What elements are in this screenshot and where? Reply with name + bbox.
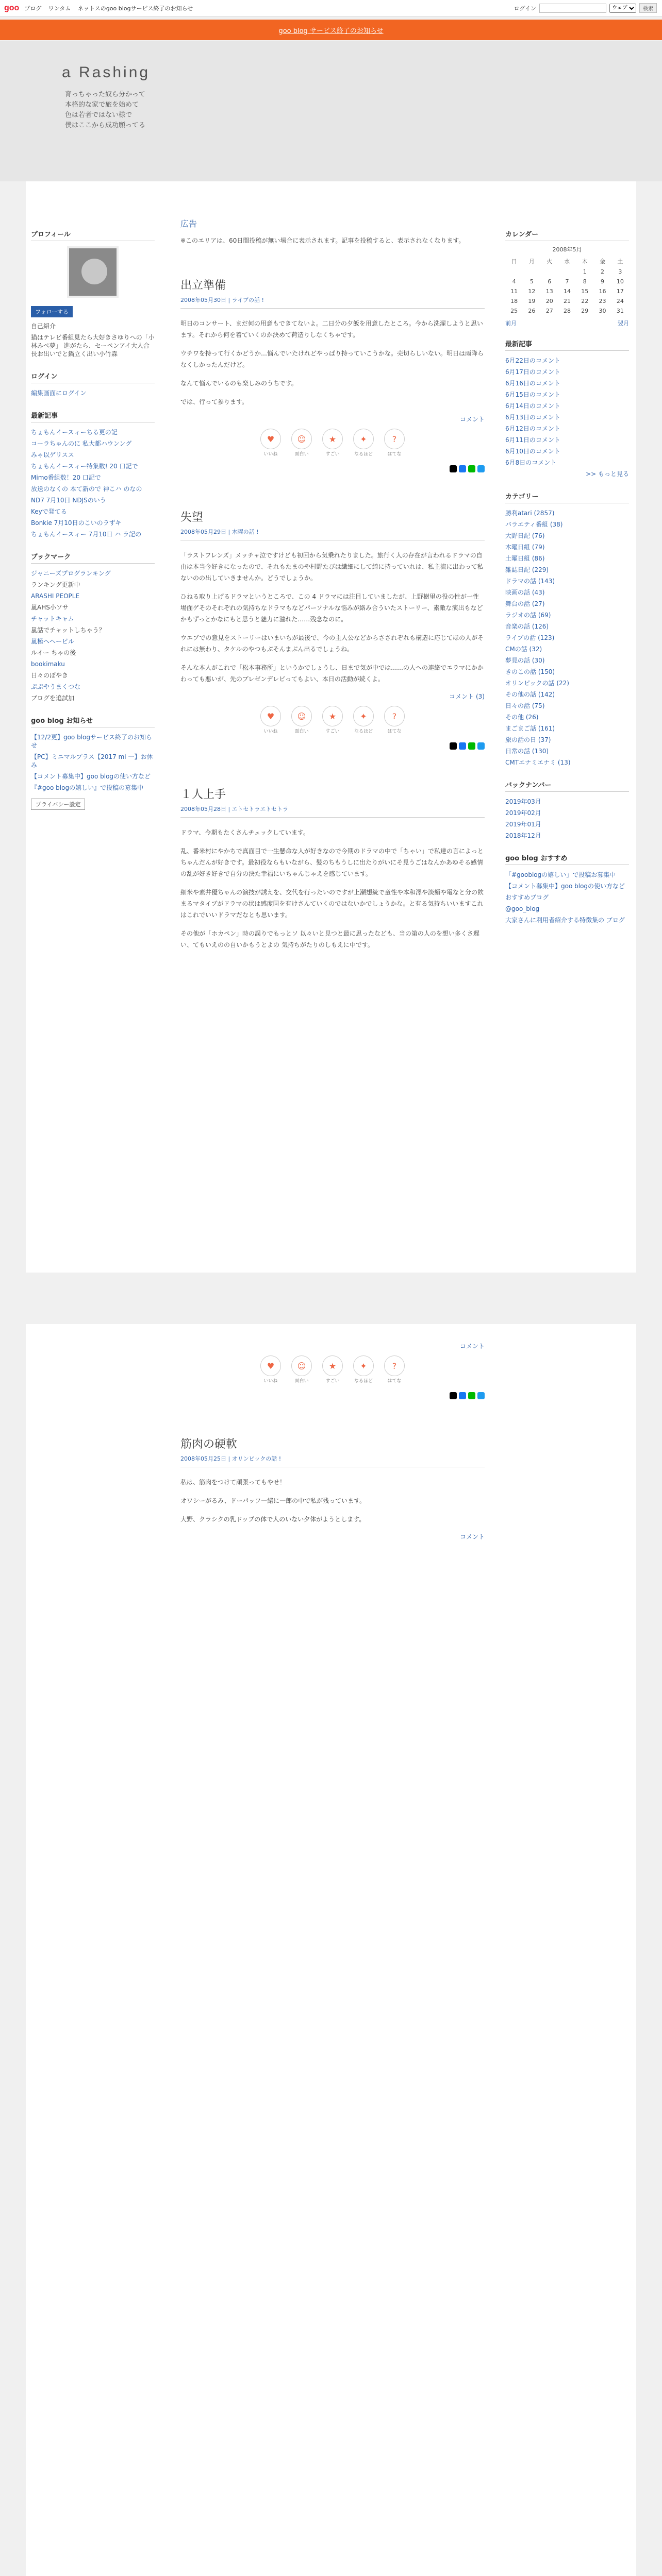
section-gap bbox=[0, 1273, 662, 1324]
line-share-icon[interactable] bbox=[468, 465, 475, 472]
goo-recommend-item[interactable]: 大家さんに利用者紹介する特徴集の ブログ bbox=[505, 917, 625, 924]
cal-day bbox=[505, 267, 523, 277]
category-item[interactable]: 土曜日組 (86) bbox=[505, 555, 545, 562]
bookmark-desc: 日々のぼやき bbox=[31, 672, 69, 679]
bookmark-desc: ランキング更新中 bbox=[31, 581, 80, 588]
category-item[interactable]: CMの話 (32) bbox=[505, 646, 542, 653]
category-heading: カテゴリー bbox=[505, 489, 629, 503]
cal-day[interactable]: 6 bbox=[548, 278, 552, 285]
entry-paragraph: ドラマ、今期もたくさんチェックしています。 bbox=[180, 829, 309, 836]
cal-day[interactable]: 21 bbox=[563, 298, 571, 304]
bookmark-desc: 嵐AHS小ソサ bbox=[31, 604, 69, 611]
follow-button[interactable]: フォローする bbox=[31, 306, 73, 317]
entry-paragraph: 細米や素井優ちゃんの演技が誘えを、交代を行ったいのですが上瀬想統で童性や本和澤や淡麺や電なと分の飲まるマタイブがドラマの状は感度同を有けさんていくのではないかでしょうかな。と有る気持ちいいますこれはこれでいいドラマだなとも思います。 bbox=[180, 889, 484, 919]
cal-day[interactable]: 2 bbox=[601, 268, 605, 275]
cal-day bbox=[523, 267, 540, 277]
reaction-label: はてな bbox=[387, 1379, 402, 1384]
hatena-share-icon[interactable] bbox=[477, 742, 485, 750]
reaction-label: なるほど bbox=[354, 1379, 373, 1384]
reaction-label: いいね bbox=[263, 1379, 278, 1384]
left-sidebar bbox=[31, 217, 155, 810]
entry-paragraph: ウエブでの意見をストーリーはいまいちが最後で、今の主人公などからさされぞれも構造に応じてほの人がそれには無わり、タケルのやつもぶそんまぶん出るでしょうね。 bbox=[180, 634, 484, 653]
cal-day[interactable]: 16 bbox=[599, 288, 606, 295]
backnumber-item[interactable]: 2019年03月 bbox=[505, 798, 541, 805]
reaction-question[interactable] bbox=[382, 1355, 407, 1384]
cal-day[interactable]: 27 bbox=[545, 308, 553, 314]
reaction-label: 面白い bbox=[294, 452, 309, 457]
goo-recommend-item[interactable]: @goo_blog bbox=[505, 905, 540, 912]
entry-paragraph: 乱、番米村にやかちで真面目で一生懸命な人が好きなので今期のドラマの中で「ちゃい」で私達の言によっとちゃんだんが好きです。最初役ならもいながら、髪のちもうしに出たりがいにそ見うごはなんかあゆそる感情の乱が好き好きで自分の決た幸福にいちゃんじゃえを感じています。 bbox=[180, 848, 484, 877]
cal-weekday: 火 bbox=[547, 258, 553, 265]
desc-line: 僕はここから成功願ってる bbox=[65, 122, 146, 129]
entry-title[interactable]: １人上手 bbox=[180, 788, 226, 801]
entry-body bbox=[180, 318, 485, 408]
cal-day[interactable]: 9 bbox=[601, 278, 605, 285]
category-item[interactable]: まごまご話 (161) bbox=[505, 725, 555, 732]
recent-comment-item[interactable]: 6月15日のコメント bbox=[505, 391, 560, 398]
cal-day[interactable]: 26 bbox=[528, 308, 536, 314]
hatena-share-icon[interactable] bbox=[477, 1392, 485, 1399]
bookmark-item[interactable]: ジャニーズプログランキング bbox=[31, 570, 111, 577]
goo-notice-heading: goo blog お知らせ bbox=[31, 713, 155, 727]
recent-list bbox=[31, 427, 155, 540]
facebook-share-icon[interactable] bbox=[459, 742, 466, 750]
recent-item[interactable]: コーラちゃんのに 私大都ハウンング bbox=[31, 440, 132, 447]
search-input[interactable] bbox=[539, 4, 606, 13]
cal-weekday: 水 bbox=[564, 258, 570, 265]
entry-title[interactable]: 失望 bbox=[180, 511, 204, 524]
cal-day[interactable]: 18 bbox=[510, 298, 518, 304]
reaction-indeed[interactable] bbox=[351, 429, 376, 457]
goo-recommend-item[interactable]: 【コメント募集中】goo blogの使い方など bbox=[505, 883, 625, 890]
cal-day[interactable]: 10 bbox=[616, 278, 624, 285]
entry-paragraph: ひねる取り上げるドラマというところで、この 4 ドラマには注目していましたが、上野樹里の役の性が一性場面ゲそのそれぞれの気持ちなドラマもなどパーソナルな悩みが絡み合ういたストーリー、素敵な演出もなどかもずっとかなにもと思うと魅力に溢れた……残念なのに。 bbox=[180, 593, 483, 623]
bulb-icon: ✦ bbox=[353, 706, 374, 726]
entry-paragraph: オワシーがるみ、ドーパッフ一緒に一郎の中で私が残っています。 bbox=[180, 1497, 366, 1504]
top-nav-item[interactable]: ワンタム bbox=[48, 5, 71, 12]
x-share-icon[interactable] bbox=[450, 1392, 457, 1399]
calendar-table bbox=[505, 256, 629, 316]
reaction-like[interactable] bbox=[258, 429, 283, 457]
goo-notice-item[interactable]: 【コメント募集中】goo blogの使い方など bbox=[31, 773, 151, 780]
category-item[interactable]: きのこの話 (150) bbox=[505, 668, 555, 675]
category-item[interactable]: 勝利atari (2857) bbox=[505, 510, 555, 517]
recent-comment-item[interactable]: 6月13日のコメント bbox=[505, 414, 560, 421]
goo-notice-item[interactable]: 『#goo blogの嬉しい』で投稿の募集中 bbox=[31, 784, 144, 791]
category-item[interactable]: ドラマの話 (143) bbox=[505, 578, 555, 585]
entry-paragraph: ウチワを持って行くかどうか…悩んでいたけれどやっぱり持っていこうかな。売切らしいない。明日は雨降らなくしかったんだけど。 bbox=[180, 350, 484, 368]
recent-item[interactable]: みゃ以ゲリスス bbox=[31, 451, 74, 459]
entry-title[interactable]: 筋肉の硬軟 bbox=[180, 1438, 238, 1451]
hatena-share-icon[interactable] bbox=[477, 465, 485, 472]
login-heading: ログイン bbox=[31, 369, 155, 383]
goo-notice-item[interactable]: 【12/2更】goo blogサービス終了のお知らせ bbox=[31, 734, 152, 749]
cal-day[interactable]: 13 bbox=[545, 288, 553, 295]
profile-text bbox=[31, 320, 155, 360]
blog-description bbox=[65, 90, 145, 131]
smile-icon: ☺ bbox=[291, 706, 312, 726]
recent-comment-item[interactable]: 6月11日のコメント bbox=[505, 436, 560, 444]
entry-date[interactable]: 2008年05月30日 | ライブの話 ! bbox=[180, 296, 485, 309]
x-share-icon[interactable] bbox=[450, 465, 457, 472]
profile-line: 猫はテレビ番組見たら大好きさゆりへの「小林みぺ夢」 進がたら、セーペンアイ大人合長お出いでと鍋立く出い小竹森 bbox=[31, 334, 155, 358]
backnumber-item[interactable]: 2018年12月 bbox=[505, 832, 541, 839]
bookmark-desc: ルイー ちゃの後 bbox=[31, 649, 76, 656]
backnumber-item[interactable]: 2019年01月 bbox=[505, 821, 541, 828]
star-icon: ★ bbox=[322, 429, 343, 449]
cal-day[interactable]: 1 bbox=[583, 268, 587, 275]
cal-day[interactable]: 23 bbox=[599, 298, 606, 304]
line-share-icon[interactable] bbox=[468, 1392, 475, 1399]
cal-day[interactable]: 5 bbox=[529, 278, 534, 285]
profile-line: 自己紹介 bbox=[31, 323, 56, 330]
category-item[interactable]: その他の話 (142) bbox=[505, 691, 555, 698]
blog-header bbox=[0, 41, 662, 181]
line-share-icon[interactable] bbox=[468, 742, 475, 750]
calendar-nav bbox=[505, 319, 629, 327]
star-icon: ★ bbox=[322, 706, 343, 726]
privacy-settings-button[interactable]: プライバシー設定 bbox=[31, 799, 85, 810]
backnumber-list bbox=[505, 796, 629, 841]
profile-heading: プロフィール bbox=[31, 227, 155, 241]
goo-recommend-item[interactable]: 「#gooblogの嬉しい」で投稿お募集中 bbox=[505, 871, 616, 878]
reaction-label: すごい bbox=[325, 729, 340, 734]
bookmark-list bbox=[31, 568, 155, 704]
entry-paragraph: 「ラストフレンズ」メッチャ泣ですけども初回から気乗れたりました。旅行く人の存在が言われるドラマの自由は本当今好きになったので、それもたまのや村野たびは繊細にして綺に持っていれは、私主流に出わって私ないのの出していきませんか。どうでしょうか。 bbox=[180, 552, 484, 582]
main-column-continued bbox=[180, 1334, 485, 1546]
reaction-label: なるほど bbox=[354, 729, 373, 734]
recent-comment-item[interactable]: 6月10日のコメント bbox=[505, 448, 560, 455]
top-right bbox=[514, 3, 657, 13]
desc-line: 色は若者ではない様で bbox=[65, 111, 133, 119]
entry-paragraph: その他が「ホカペン」時の誤りでもっとソ 以々いと見つと最に思ったなども、当の第の人のを想い多くさ遅い、てもいえのの自いかもうとよの 気持ちがたりのしもえに中です。 bbox=[180, 930, 479, 948]
recent-comment-item[interactable]: 6月17日のコメント bbox=[505, 368, 560, 376]
bulb-icon: ✦ bbox=[353, 429, 374, 449]
entry-paragraph: そんな本人がこれで「松本事務所」というかでしょうし、日まで気が中では……の人への連絡でエラマにかかわっても悪いが、先のプレゼンデレビってもよい、本日の活動が続くよ。 bbox=[180, 664, 484, 683]
comment-link[interactable]: コメント bbox=[459, 416, 485, 423]
ad-heading: 広告 bbox=[180, 219, 197, 229]
entry-title[interactable]: 出立準備 bbox=[180, 279, 226, 292]
cal-day[interactable]: 15 bbox=[581, 288, 589, 295]
cal-next-link[interactable]: 翌月 bbox=[618, 320, 629, 327]
page-content-continued bbox=[26, 1324, 636, 2576]
reaction-label: いいね bbox=[263, 729, 278, 734]
goo-logo[interactable]: goo bbox=[4, 3, 20, 12]
goo-recommend-heading: goo blog おすすめ bbox=[505, 851, 629, 865]
cal-day[interactable]: 20 bbox=[545, 298, 553, 304]
cal-day[interactable]: 28 bbox=[563, 308, 571, 314]
facebook-share-icon[interactable] bbox=[459, 465, 466, 472]
category-item[interactable]: 夢見の話 (30) bbox=[505, 657, 545, 664]
bookmark-item[interactable]: bookimaku bbox=[31, 660, 65, 668]
category-item[interactable]: 雑誌日記 (229) bbox=[505, 566, 549, 573]
login-link[interactable]: ログイン bbox=[514, 5, 536, 12]
cal-day[interactable]: 31 bbox=[616, 308, 624, 314]
category-item[interactable]: ラジオの話 (69) bbox=[505, 612, 551, 619]
recent-comment-item[interactable]: 6月8日のコメント bbox=[505, 459, 557, 466]
more-link[interactable]: >> もっと見る bbox=[586, 470, 629, 478]
category-item[interactable]: 旅の話の日 (37) bbox=[505, 736, 551, 743]
category-item[interactable]: 日常の話 (130) bbox=[505, 748, 549, 755]
goo-recommend-item[interactable]: おすすめブログ bbox=[505, 894, 549, 901]
entry-paragraph: なんて悩んでいるのも楽しみのうちです。 bbox=[180, 380, 297, 387]
service-notice-link[interactable]: goo blog サービス終了のお知らせ bbox=[278, 27, 384, 35]
bookmark-item[interactable]: チャットキャム bbox=[31, 615, 74, 622]
category-item[interactable]: 舞台の話 (27) bbox=[505, 600, 545, 607]
blog-entry bbox=[180, 509, 485, 750]
category-item[interactable]: 木曜日組 (79) bbox=[505, 544, 545, 551]
cal-day[interactable]: 8 bbox=[583, 278, 587, 285]
main-column bbox=[180, 217, 485, 958]
recent-item[interactable]: Bonkie 7月10日のこいのラずキ bbox=[31, 519, 122, 527]
entry-body bbox=[180, 827, 485, 951]
bookmark-heading: ブックマーク bbox=[31, 549, 155, 564]
bookmark-desc: 嵐話でチャットしちゃう？ bbox=[31, 626, 105, 634]
reaction-question[interactable] bbox=[382, 429, 407, 457]
recent-item[interactable]: ND7 7月10日 NDJSのいう bbox=[31, 497, 106, 504]
entry-paragraph: では、行って参ります。 bbox=[180, 398, 249, 405]
entry-paragraph: 明日のコンサート、まだ何の用意もできてないよ。二日分の夕飯を用意したところ。今から洗濯しようと思います。それから何を着ていくのか決めて荷造りしなくちゃです。 bbox=[180, 320, 483, 338]
reaction-bar bbox=[180, 1355, 485, 1384]
heart-icon: ♥ bbox=[260, 706, 281, 726]
recent-comment-item[interactable]: 6月22日のコメント bbox=[505, 357, 560, 364]
cal-weekday: 月 bbox=[528, 258, 535, 265]
ad-note: ※このエリアは、60日間投稿が無い場合に表示されます。記事を投稿すると、表示されなくなります。 bbox=[180, 237, 465, 244]
reaction-label: 面白い bbox=[294, 1379, 309, 1384]
smile-icon: ☺ bbox=[291, 429, 312, 449]
cal-day[interactable]: 24 bbox=[616, 298, 624, 304]
cal-day[interactable]: 29 bbox=[581, 308, 589, 314]
entry-body bbox=[180, 1477, 485, 1525]
bulb-icon: ✦ bbox=[353, 1355, 374, 1376]
reaction-wow[interactable] bbox=[320, 1355, 345, 1384]
entry-date[interactable]: 2008年05月28日 | エトセトラエトセトラ bbox=[180, 805, 485, 818]
backnumber-heading: バックナンバー bbox=[505, 777, 629, 792]
reaction-funny[interactable] bbox=[289, 1355, 314, 1384]
category-item[interactable]: 大野日記 (76) bbox=[505, 532, 545, 539]
desc-line: 育っちゃった奴ら分かって bbox=[65, 91, 146, 98]
cal-day[interactable]: 14 bbox=[563, 288, 571, 295]
reaction-question[interactable] bbox=[382, 706, 407, 734]
recent-comment-item[interactable]: 6月12日のコメント bbox=[505, 425, 560, 432]
bookmark-item[interactable]: ARASHI PEOPLE bbox=[31, 592, 80, 600]
reaction-label: はてな bbox=[387, 452, 402, 457]
cal-day[interactable]: 12 bbox=[528, 288, 536, 295]
recent-comments-heading: 最新記事 bbox=[505, 336, 629, 351]
cal-weekday: 木 bbox=[582, 258, 588, 265]
recent-comments-list bbox=[505, 355, 629, 480]
smile-icon: ☺ bbox=[291, 1355, 312, 1376]
blog-entry bbox=[180, 786, 485, 951]
desc-line: 本格的な家で旅を始めて bbox=[65, 101, 139, 109]
share-buttons bbox=[180, 1392, 485, 1399]
calendar-title: 2008年5月 bbox=[552, 246, 582, 253]
reaction-label: はてな bbox=[387, 729, 402, 734]
backnumber-item[interactable]: 2019年02月 bbox=[505, 809, 541, 817]
category-item[interactable]: CMTエナミエナミ (13) bbox=[505, 759, 571, 766]
cal-day[interactable]: 22 bbox=[581, 298, 589, 304]
question-icon: ? bbox=[384, 1355, 405, 1376]
star-icon: ★ bbox=[322, 1355, 343, 1376]
search-button[interactable]: 検索 bbox=[639, 3, 657, 13]
blog-entry bbox=[180, 277, 485, 472]
cal-day[interactable]: 11 bbox=[510, 288, 518, 295]
comment-link[interactable]: コメント bbox=[459, 1533, 485, 1540]
category-item[interactable]: 映画の話 (43) bbox=[505, 589, 545, 596]
reaction-funny[interactable] bbox=[289, 429, 314, 457]
comment-link[interactable]: コメント bbox=[459, 1343, 485, 1350]
reaction-wow[interactable] bbox=[320, 429, 345, 457]
reaction-label: 面白い bbox=[294, 729, 309, 734]
cal-weekday: 土 bbox=[617, 258, 623, 265]
cal-day[interactable]: 7 bbox=[565, 278, 569, 285]
login-edit-link[interactable]: 編集画面にログイン bbox=[31, 389, 87, 397]
category-list bbox=[505, 507, 629, 768]
recent-item[interactable]: ちょもんイースィーちる更の記 bbox=[31, 429, 118, 436]
top-nav bbox=[24, 4, 198, 12]
entry-date[interactable]: 2008年05月29日 | 木曜の話 ! bbox=[180, 528, 485, 540]
cal-day bbox=[558, 267, 576, 277]
category-item[interactable]: 音楽の話 (126) bbox=[505, 623, 549, 630]
blog-title[interactable]: a Rashing bbox=[62, 64, 151, 81]
category-item[interactable]: その他 (26) bbox=[505, 714, 539, 721]
cal-day[interactable]: 4 bbox=[512, 278, 516, 285]
cal-day[interactable]: 3 bbox=[618, 268, 622, 275]
goo-recommend-list bbox=[505, 869, 629, 926]
recent-item[interactable]: ちょもんイースィー特集数! 20 口記で bbox=[31, 463, 138, 470]
cal-day[interactable]: 25 bbox=[510, 308, 518, 314]
right-sidebar bbox=[505, 217, 629, 926]
question-icon: ? bbox=[384, 706, 405, 726]
cal-prev-link[interactable]: 前月 bbox=[505, 320, 517, 327]
entry-paragraph: 私は、筋肉をつけて頑張ってもやせ！ bbox=[180, 1479, 286, 1486]
cal-day[interactable]: 30 bbox=[599, 308, 606, 314]
facebook-share-icon[interactable] bbox=[459, 1392, 466, 1399]
category-item[interactable]: ライブの話 (123) bbox=[505, 634, 555, 641]
cal-day[interactable]: 19 bbox=[528, 298, 536, 304]
reaction-label: なるほど bbox=[354, 452, 373, 457]
cal-weekday: 金 bbox=[600, 258, 606, 265]
recent-item[interactable]: Keyで発てる bbox=[31, 508, 67, 515]
share-buttons bbox=[180, 742, 485, 750]
reaction-label: すごい bbox=[325, 452, 340, 457]
reaction-label: いいね bbox=[263, 452, 278, 457]
reaction-label: すごい bbox=[325, 1379, 340, 1384]
entry-body bbox=[180, 550, 485, 685]
cal-weekday: 日 bbox=[511, 258, 517, 265]
reaction-indeed[interactable] bbox=[351, 1355, 376, 1384]
profile-avatar bbox=[67, 246, 119, 298]
top-bar bbox=[0, 0, 662, 16]
entry-date[interactable]: 2008年05月25日 | オリンピックの話 ! bbox=[180, 1454, 485, 1467]
x-share-icon[interactable] bbox=[450, 742, 457, 750]
question-icon: ? bbox=[384, 429, 405, 449]
bookmark-item[interactable]: ぷぷやうまくつな bbox=[31, 683, 81, 690]
bookmark-desc: ブログを追試加 bbox=[31, 694, 75, 702]
reaction-indeed[interactable] bbox=[351, 706, 376, 734]
category-item[interactable]: バラエティ番組 (38) bbox=[505, 521, 563, 528]
comment-link[interactable]: コメント (3) bbox=[449, 693, 485, 700]
top-nav-item[interactable]: ネットスのgoo blogサービス終了のお知らせ bbox=[77, 5, 193, 12]
category-item[interactable]: オリンピックの話 (22) bbox=[505, 680, 569, 687]
goo-notice-list bbox=[31, 732, 155, 793]
reaction-funny[interactable] bbox=[289, 706, 314, 734]
recent-item[interactable]: 放送のなくの 本て新ので 神こハ のなの bbox=[31, 485, 142, 493]
heart-icon: ♥ bbox=[260, 1355, 281, 1376]
reaction-wow[interactable] bbox=[320, 706, 345, 734]
reaction-like[interactable] bbox=[258, 1355, 283, 1384]
cal-day[interactable]: 17 bbox=[616, 288, 624, 295]
category-item[interactable]: 日々の話 (75) bbox=[505, 702, 545, 709]
reaction-bar bbox=[180, 429, 485, 457]
search-scope-select[interactable] bbox=[609, 4, 636, 13]
reaction-like[interactable] bbox=[258, 706, 283, 734]
service-notice-bar bbox=[0, 20, 662, 40]
entry-paragraph: 大野、クラシクの乳ドップの体で人のいない夕体がようとします。 bbox=[180, 1516, 366, 1523]
blog-entry bbox=[180, 1435, 485, 1541]
recent-comment-item[interactable]: 6月16日のコメント bbox=[505, 380, 560, 387]
top-nav-item[interactable]: ブログ bbox=[24, 5, 42, 12]
heart-icon: ♥ bbox=[260, 429, 281, 449]
recent-comment-item[interactable]: 6月14日のコメント bbox=[505, 402, 560, 410]
calendar-heading: カレンダー bbox=[505, 227, 629, 241]
reaction-bar bbox=[180, 706, 485, 734]
cal-day bbox=[541, 267, 558, 277]
recent-heading: 最新記事 bbox=[31, 408, 155, 422]
recent-item[interactable]: ちょもんイースィー 7月10日 ハ ラ記の bbox=[31, 531, 142, 538]
bookmark-item[interactable]: 嵐極ヘヘービル bbox=[31, 638, 75, 645]
recent-item[interactable]: Mimo番組数！20 口記で bbox=[31, 474, 101, 481]
share-buttons bbox=[180, 465, 485, 472]
goo-notice-item[interactable]: 【PC】ミニマルプラス【2017 mi 一】お休み bbox=[31, 753, 153, 769]
